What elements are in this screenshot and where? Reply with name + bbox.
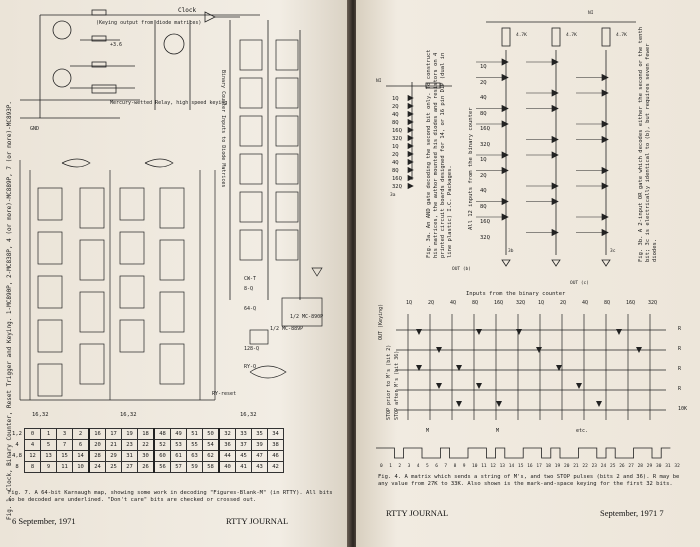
karnaugh-map [10, 428, 284, 473]
kmap-cell: 4 [25, 440, 41, 451]
bit-number: 20 [564, 464, 570, 469]
kmap-cell: 18 [138, 429, 155, 440]
fig4-column-label: 8Q [604, 300, 611, 306]
mercury-label: Mercury-wetted Relay, high speed keying [110, 100, 228, 106]
fig4-diode [516, 329, 522, 335]
kmap-cell: 54 [203, 440, 220, 451]
fig1-caption: Fig. 1. Clock, Binary Counter, Reset Trigger and Keying. 1-MC890P, 2-MC838P, 4 (or more)-MC889P, 7 (or more)-MC893P. [6, 100, 13, 520]
bit-number: 19 [554, 464, 561, 469]
bit-number: 12 [490, 464, 496, 469]
label-3b: 3b [508, 249, 514, 254]
fig4-column-label: 32Q [648, 300, 658, 306]
kmap-cell: 33 [236, 429, 252, 440]
fig4-resistor-label: R [678, 366, 682, 372]
footer-left-page-date: 6 September, 1971 [12, 516, 76, 526]
bit-number: 22 [582, 464, 588, 469]
mc890p-label: 1/2 MC-890P [290, 314, 324, 320]
kmap-cell: 63 [187, 451, 203, 462]
bit-number: 31 [665, 464, 671, 469]
fig4-diode [436, 383, 442, 389]
fig4-column-label: 4Q [582, 300, 589, 306]
keying-label: (Keying output from diode matrices) [96, 20, 202, 26]
bq-label: 8-Q [244, 286, 254, 292]
kmap-cell: 25 [106, 462, 122, 473]
plus36-label: +3.6 [110, 42, 123, 48]
kmap-cell: 34 [268, 429, 284, 440]
fig4-row-label: STOP after M's (bit 36) [394, 350, 400, 420]
kmap-cell: 44 [219, 451, 236, 462]
right-page [356, 0, 700, 547]
input-label: 1Q [392, 144, 399, 150]
fig4-diode [576, 383, 582, 389]
bit-number: 4 [416, 464, 420, 469]
kmap-cell: 1 [41, 429, 57, 440]
kmap-cell: 10 [73, 462, 90, 473]
kmap-cell: 22 [138, 440, 155, 451]
kmap-cell: 58 [203, 462, 220, 473]
input-label: 4Q [480, 95, 487, 101]
kmap-cell: 24 [89, 462, 106, 473]
fig4-column-label: 2Q [560, 300, 567, 306]
kmap-cell: 26 [138, 462, 155, 473]
input-label: 16Q [392, 176, 402, 182]
input-label: 2Q [392, 104, 399, 110]
kmap-cell: 8 [25, 462, 41, 473]
bit-number: 8 [453, 464, 457, 469]
bit-number: 32 [674, 464, 680, 469]
fig4-resistor-label: R [678, 386, 682, 392]
kmap-row [10, 440, 284, 451]
kmap-cell: 48 [154, 429, 171, 440]
bit-number: 6 [435, 464, 438, 469]
fig4-diode [476, 383, 482, 389]
kmap-cell: 14 [73, 451, 90, 462]
kmap-cell: 30 [138, 451, 155, 462]
kmap-cell: 2 [73, 429, 90, 440]
label-3a: 3a [390, 193, 396, 198]
kmap-cell: 27 [122, 462, 138, 473]
input-label: 8Q [392, 120, 399, 126]
ry-reset-label: RY-reset [212, 391, 237, 397]
fig3a-caption: Fig. 3a. An AND gate decoding the second bit only. To construct his matrices, the author mounted his diodes and resistors on 4 printed circuit boards designed for 14, or 16 pin DIP (dual in line plastic) I.C. Packages. [426, 49, 453, 258]
cwt-label: CW-T [244, 276, 257, 282]
fig4-caption: Fig. 4. A matrix which sends a string of M's, and two STOP pulses (bits 2 and 36). R may be any value from 27K to 33K. Also shown is the mark-and-space keying for the first 32 bits. [378, 474, 680, 487]
input-label: 16Q [392, 128, 402, 134]
fig4-column-label: 4Q [450, 300, 457, 306]
kmap-cell: 42 [268, 462, 284, 473]
fig4-diode [476, 329, 482, 335]
kmap-row-label: 4,8 [12, 453, 22, 459]
bit-number: 27 [628, 464, 634, 469]
fig3-inputs-note: All 12 inputs from the binary counter [468, 107, 474, 230]
fig4-row-label: STOP prior to M's (bit 2) [386, 344, 392, 420]
kmap-cell: 39 [252, 440, 268, 451]
input-label: 4Q [392, 160, 399, 166]
fig4-resistor-label: R [678, 326, 682, 332]
kmap-cell: 5 [41, 440, 57, 451]
bit-number: 30 [656, 464, 662, 469]
kmap-cell: 38 [268, 440, 284, 451]
kmap-cell: 12 [25, 451, 41, 462]
kmap-row [10, 462, 284, 473]
kmap-cell: 7 [57, 440, 73, 451]
out-c-label: OUT (c) [570, 281, 589, 286]
fig4-resistor-label: R [678, 346, 682, 352]
fig4-column-label: 2Q [428, 300, 435, 306]
bit-number: 26 [619, 464, 625, 469]
kmap-cell: 59 [187, 462, 203, 473]
kmap-cell: 3 [57, 429, 73, 440]
clock-label: Clock [178, 7, 197, 14]
input-label: 2Q [480, 79, 487, 86]
r47k-3: 4.7K [616, 33, 627, 38]
kmap-cell: 37 [236, 440, 252, 451]
diode-3a [408, 184, 413, 189]
input-label: 16Q [480, 219, 490, 225]
fig4-column-label: 32Q [516, 300, 526, 306]
fig3b-caption: Fig. 3b. A 2-input OR gate which decodes either the second or the tenth bit; 3c is electrically identical to (b), but requires seven fewer diodes. [638, 26, 658, 262]
kmap-cell: 23 [122, 440, 138, 451]
kmap-cell: 15 [57, 451, 73, 462]
fig4-column-label: 16Q [626, 300, 636, 306]
out-b-label: OUT (b) [452, 267, 471, 272]
kmap-row [10, 451, 284, 462]
input-label: 4Q [392, 112, 399, 118]
fig4-diode [416, 329, 422, 335]
kmap-cell: 52 [154, 440, 171, 451]
kmap-cell: 51 [187, 429, 203, 440]
kmap-cell: 20 [89, 440, 106, 451]
input-label: 4Q [480, 188, 487, 194]
bit-number: 11 [481, 464, 487, 469]
fig4-resistor-label: 10K [678, 406, 688, 412]
input-label: 32Q [480, 234, 490, 241]
fig3a-inputs [392, 95, 402, 191]
input-label: 1Q [480, 157, 487, 163]
fig4-diode [456, 401, 462, 407]
kmap-header-2: 16,32 [120, 412, 137, 418]
fig7-caption: Fig. 7. A 64-bit Karnaugh map, showing some work in decoding "Figures-Blank-M" (in RTTY). All bits to be decoded are underlined. "Don't care" bits are checked or crossed out. [8, 490, 333, 503]
kmap-cell: 28 [89, 451, 106, 462]
kmap-cell: 62 [203, 451, 220, 462]
kmap-cell: 6 [73, 440, 90, 451]
timeline-etc: etc. [576, 428, 589, 434]
kmap-cell: 61 [171, 451, 187, 462]
fig4-columns [406, 300, 666, 310]
ni-label: NI [588, 11, 594, 16]
kmap-cell: 47 [252, 451, 268, 462]
kmap-cell: 55 [187, 440, 203, 451]
bit-number: 21 [573, 464, 579, 469]
kmap-cell: 19 [122, 429, 138, 440]
input-label: 2Q [392, 152, 399, 158]
kmap-cell: 35 [252, 429, 268, 440]
kmap-row [10, 429, 284, 440]
fig4-diode [496, 401, 502, 407]
kmap-cell: 49 [171, 429, 187, 440]
bit-number: 5 [426, 464, 429, 469]
r47k-2: 4.7K [566, 33, 577, 38]
kmap-cell: 0 [25, 429, 41, 440]
bit-number: 3 [407, 464, 411, 469]
input-label: 32Q [392, 136, 402, 142]
fig4-diode [596, 401, 602, 407]
kmap-row-label: 1,2 [12, 431, 22, 437]
kmap-cell: 50 [203, 429, 220, 440]
bit-number: 25 [610, 464, 616, 469]
ni-label-3a: NI [376, 79, 382, 84]
input-label: 16Q [480, 126, 490, 132]
kmap-cell: 21 [106, 440, 122, 451]
fig4-column-label: 16Q [494, 300, 504, 306]
input-label: 2Q [480, 172, 487, 179]
kmap-cell: 40 [219, 462, 236, 473]
bit-number: 10 [472, 464, 478, 469]
timeline-m-1: M [426, 428, 430, 434]
input-label: 1Q [392, 96, 399, 102]
kmap-cell: 46 [268, 451, 284, 462]
kmap-cell: 17 [106, 429, 122, 440]
kmap-cell: 16 [89, 429, 106, 440]
kmap-cell: 9 [41, 462, 57, 473]
kmap-row-label: 4 [15, 442, 19, 448]
kmap-cell: 56 [154, 462, 171, 473]
fig4-column-label: 1Q [406, 300, 413, 306]
fig3b-inputs [480, 60, 490, 246]
kmap-cell: 57 [171, 462, 187, 473]
kmap-cell: 31 [122, 451, 138, 462]
kmap-cell: 43 [252, 462, 268, 473]
input-label: 8Q [480, 203, 487, 210]
kmap-cell: 41 [236, 462, 252, 473]
kmap-cell: 45 [236, 451, 252, 462]
bit-number: 9 [462, 464, 466, 469]
bit-number: 14 [508, 464, 515, 469]
kmap-cell: 32 [219, 429, 236, 440]
kmap-cell: 36 [219, 440, 236, 451]
bit-number: 29 [646, 464, 653, 469]
footer-right-page-date: September, 1971 7 [600, 508, 664, 518]
bit-number: 18 [545, 464, 552, 469]
bit-number: 2 [398, 464, 402, 469]
timeline-m-2: M [496, 428, 500, 434]
bit-number: 0 [380, 464, 383, 469]
input-label: 1Q [480, 64, 487, 70]
kmap-cell: 11 [57, 462, 73, 473]
kmap-cell: 13 [41, 451, 57, 462]
fig4-diode [616, 329, 622, 335]
fig4-column-label: 1Q [538, 300, 545, 306]
mc889p-label: 1/2 MC-889P [270, 326, 304, 332]
kmap-cell: 60 [154, 451, 171, 462]
ryq-label: RY-Q [244, 364, 257, 370]
bit-number: 23 [591, 464, 598, 469]
bit-number: 17 [536, 464, 542, 469]
r47k-1: 4.7K [516, 33, 527, 38]
fig1-schematic [0, 0, 350, 420]
bit-number: 15 [518, 464, 524, 469]
kmap-header-3: 16,32 [240, 412, 257, 418]
q128-label: 128-Q [244, 346, 260, 352]
kmap-cell: 29 [106, 451, 122, 462]
kmap-cell: 53 [171, 440, 187, 451]
label-3c: 3c [610, 249, 616, 254]
fig4-column-label: 8Q [472, 300, 479, 306]
input-label: 8Q [392, 168, 399, 174]
bit-number: 7 [444, 464, 448, 469]
input-label: 32Q [392, 184, 402, 190]
q64-label: 64-Q [244, 306, 257, 312]
fig4-header: Inputs from the binary counter [466, 291, 566, 297]
binary-counter-label: Binary Counter Inputs to Diode Matrices [220, 70, 226, 188]
kmap-header-1: 16,32 [32, 412, 49, 418]
footer-right-journal: RTTY JOURNAL [386, 508, 449, 518]
input-label: 32Q [480, 141, 490, 148]
bit-number: 1 [389, 464, 392, 469]
fig4-row-label: OUT (Keying) [378, 303, 384, 340]
bit-number: 28 [637, 464, 644, 469]
bit-number: 16 [527, 464, 533, 469]
gnd-label: GND [30, 126, 40, 132]
footer-left-journal: RTTY JOURNAL [226, 516, 289, 526]
kmap-row-label: 8 [15, 464, 19, 470]
input-label: 8Q [480, 110, 487, 117]
bit-numbers [380, 464, 680, 472]
bit-number: 13 [499, 464, 506, 469]
bit-number: 24 [600, 464, 607, 469]
